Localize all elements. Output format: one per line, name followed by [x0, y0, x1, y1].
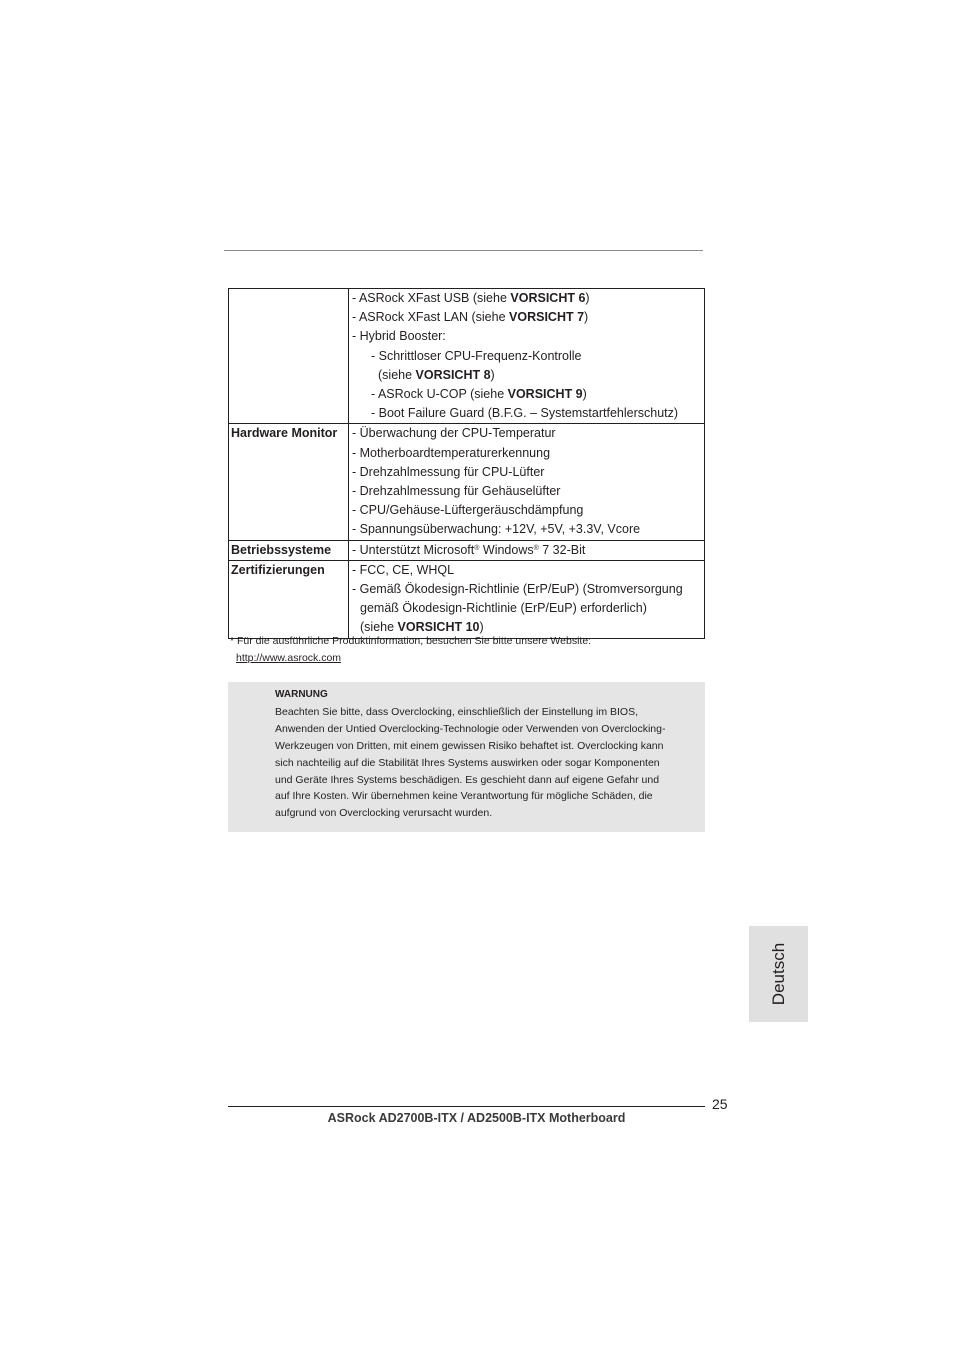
row-label: Betriebssysteme — [229, 540, 349, 560]
warning-line: auf Ihre Kosten. Wir übernehmen keine Verantwortung für mögliche Schäden, die — [275, 790, 653, 803]
row-label: Zertifizierungen — [229, 560, 349, 638]
row-content — [349, 540, 705, 560]
row-label: Hardware Monitor — [229, 424, 349, 540]
spec-line: - Gemäß Ökodesign-Richtlinie (ErP/EuP) (Stromversorgung — [352, 582, 683, 597]
row-label — [229, 289, 349, 424]
spec-line: - Drehzahlmessung für CPU-Lüfter — [352, 464, 545, 479]
page-number: 25 — [712, 1096, 728, 1112]
spec-table — [228, 288, 705, 639]
spec-line: gemäß Ökodesign-Richtlinie (ErP/EuP) erforderlich) — [360, 601, 647, 616]
table-row — [229, 289, 705, 424]
spec-line: - ASRock XFast USB (siehe VORSICHT 6) — [352, 291, 590, 305]
footnote — [230, 633, 591, 667]
footnote-text: * Für die ausführliche Produktinformation, besuchen Sie bitte unsere Website: — [230, 635, 592, 647]
language-tab — [749, 926, 808, 1022]
spec-line: - ASRock U-COP (siehe VORSICHT 9) — [371, 387, 587, 402]
warning-line: Beachten Sie bitte, dass Overclocking, einschließlich der Einstellung im BIOS, — [275, 705, 639, 718]
warning-line: und Geräte Ihres Systems beschädigen. Es geschieht dann auf eigene Gefahr und — [275, 773, 660, 786]
warning-title: WARNUNG — [275, 689, 328, 700]
warning-line: Anwenden der Untied Overclocking-Technologie oder Verwenden von Overclocking- — [275, 722, 666, 735]
language-tab-label: Deutsch — [768, 942, 788, 1006]
website-link[interactable]: http://www.asrock.com — [236, 652, 342, 664]
spec-line: - Unterstützt Microsoft® Windows® 7 32-Bit — [352, 542, 586, 557]
spec-line: - CPU/Gehäuse-Lüftergeräuschdämpfung — [352, 503, 584, 518]
row-content — [349, 560, 705, 638]
table-row — [229, 424, 705, 540]
spec-line: - ASRock XFast LAN (siehe VORSICHT 7) — [352, 310, 589, 325]
spec-line: (siehe VORSICHT 10) — [360, 620, 484, 635]
spec-line: - FCC, CE, WHQL — [352, 562, 455, 577]
spec-line: - Motherboardtemperaturerkennung — [352, 445, 551, 460]
row-content — [349, 289, 705, 424]
spec-line: - Überwachung der CPU-Temperatur — [352, 426, 556, 441]
warning-content — [275, 687, 700, 822]
table-row — [229, 560, 705, 638]
spec-line: - Schrittloser CPU-Frequenz-Kontrolle — [371, 348, 582, 363]
warning-line: sich nachteilig auf die Stabilität Ihres Systems auswirken oder sogar Komponenten — [275, 756, 660, 769]
spec-line: - Spannungsüberwachung: +12V, +5V, +3.3V, Vcore — [352, 522, 641, 537]
spec-line: - Boot Failure Guard (B.F.G. – Systemstartfehlerschutz) — [371, 406, 679, 421]
warning-box — [228, 682, 705, 832]
table-row — [229, 540, 705, 560]
footer-title: ASRock AD2700B-ITX / AD2500B-ITX Motherboard — [327, 1111, 626, 1125]
top-divider — [224, 250, 703, 251]
spec-line: - Hybrid Booster: — [352, 329, 446, 344]
spec-line: (siehe VORSICHT 8) — [378, 367, 495, 382]
warning-line: Werkzeugen von Dritten, mit einem gewissen Risiko behaftet ist. Overclocking kann — [275, 739, 664, 752]
spec-line: - Drehzahlmessung für Gehäuselüfter — [352, 484, 561, 499]
footer-divider — [228, 1106, 705, 1107]
row-content — [349, 424, 705, 540]
warning-line: aufgrund von Overclocking verursacht wurden. — [275, 807, 493, 820]
